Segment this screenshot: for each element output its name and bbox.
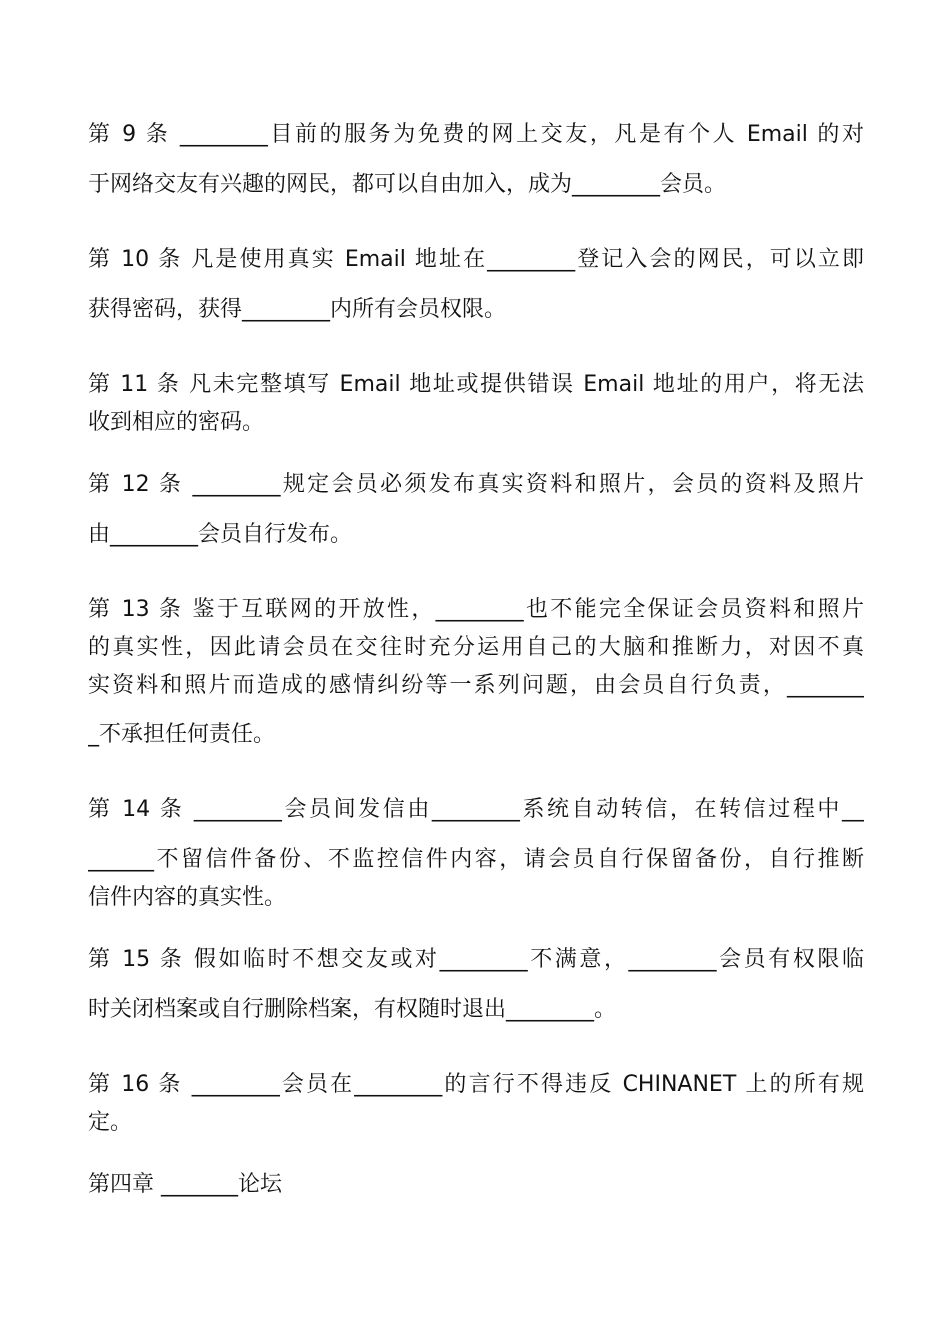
- article-13-line-3: 实资料和照片而造成的感情纠纷等一系列问题，由会员自行负责，_______: [88, 673, 864, 698]
- article-15-line-1: 第 15 条 假如临时不想交友或对________不满意，________会员有权限临: [88, 947, 864, 972]
- article-11-line-2: 收到相应的密码。: [88, 410, 265, 435]
- article-9-line-1: 第 9 条 ________目前的服务为免费的网上交友，凡是有个人 Email 的对: [88, 122, 864, 147]
- article-13-line-4: _不承担任何责任。: [88, 722, 276, 747]
- article-15-line-2: 时关闭档案或自行删除档案，有权随时退出________。: [88, 997, 617, 1022]
- article-11-line-1: 第 11 条 凡未完整填写 Email 地址或提供错误 Email 地址的用户，将无法: [88, 372, 864, 397]
- article-16-line-2: 定。: [88, 1110, 133, 1135]
- article-10-line-1: 第 10 条 凡是使用真实 Email 地址在________登记入会的网民，可以立即: [88, 247, 864, 272]
- article-12-line-2: 由________会员自行发布。: [88, 522, 353, 547]
- chapter-4-heading: 第四章 _______论坛: [88, 1172, 282, 1197]
- article-16-line-1: 第 16 条 ________会员在________的言行不得违反 CHINANET 上的所有规: [88, 1072, 864, 1097]
- article-14-line-2: ______不留信件备份、不监控信件内容，请会员自行保留备份，自行推断: [88, 847, 864, 872]
- article-14-line-1: 第 14 条 ________会员间发信由________系统自动转信，在转信过程中__: [88, 797, 864, 822]
- article-13-line-2: 的真实性，因此请会员在交往时充分运用自己的大脑和推断力，对因不真: [88, 635, 864, 660]
- article-10-line-2: 获得密码，获得________内所有会员权限。: [88, 297, 507, 322]
- article-14-line-3: 信件内容的真实性。: [88, 885, 287, 910]
- article-9-line-2: 于网络交友有兴趣的网民，都可以自由加入，成为________会员。: [88, 172, 727, 197]
- article-13-line-1: 第 13 条 鉴于互联网的开放性，________也不能完全保证会员资料和照片: [88, 597, 864, 622]
- article-12-line-1: 第 12 条 ________规定会员必须发布真实资料和照片，会员的资料及照片: [88, 472, 864, 497]
